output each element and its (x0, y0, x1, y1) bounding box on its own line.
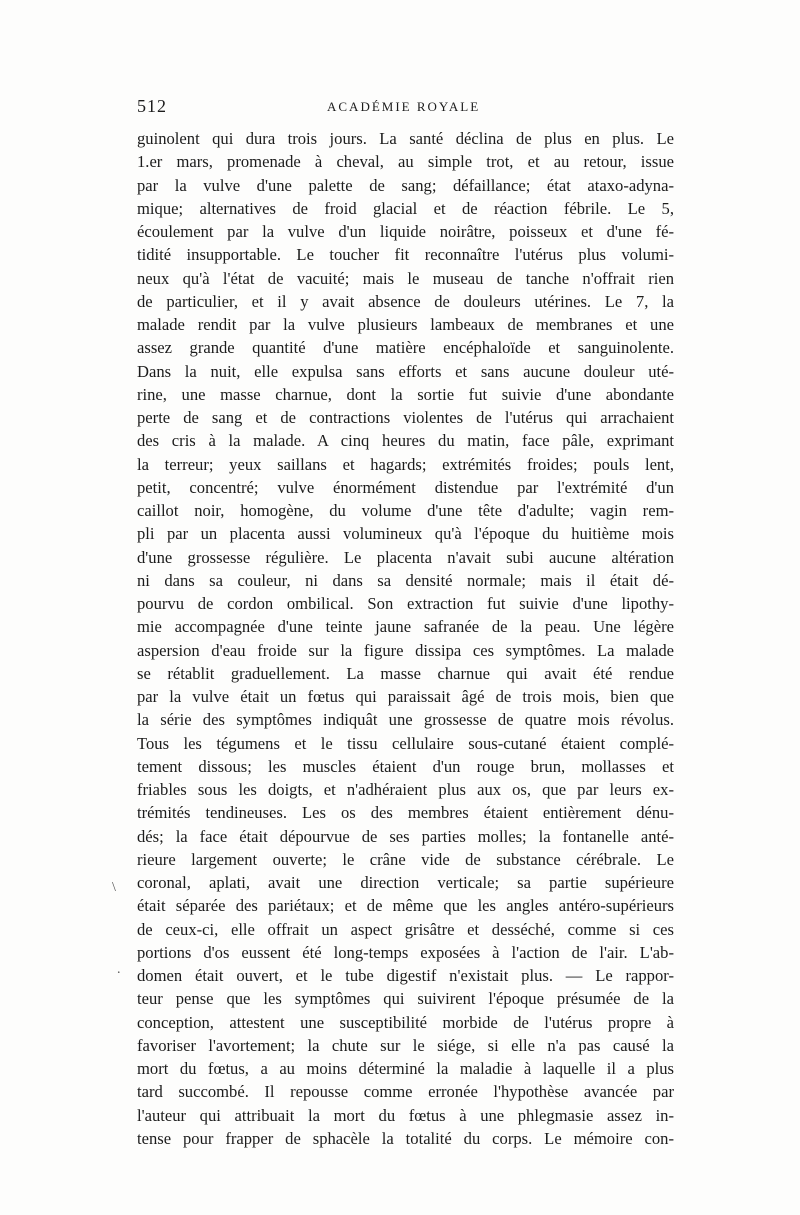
text-line: assez grande quantité d'une matière encéphaloïde et sanguinolente. (137, 338, 674, 358)
text-line: dés; la face était dépourvue de ses parties molles; la fontanelle anté- (137, 826, 674, 846)
text-line: neux qu'à l'état de vacuité; mais le museau de tanche n'offrait rien (137, 268, 674, 288)
body-text (137, 127, 674, 1150)
text-line: des cris à la malade. A cinq heures du matin, face pâle, exprimant (137, 431, 674, 451)
text-line: rieure largement ouverte; le crâne vide de substance cérébrale. Le (137, 849, 674, 869)
text-line: aspersion d'eau froide sur la figure dissipa ces symptômes. La malade (137, 640, 674, 660)
text-line: de particulier, et il y avait absence de douleurs utérines. Le 7, la (137, 291, 674, 311)
text-line: rine, une masse charnue, dont la sortie fut suivie d'une abondante (137, 384, 674, 404)
text-line: coronal, aplati, avait une direction verticale; sa partie supérieure (137, 873, 674, 892)
text-line: écoulement par la vulve d'un liquide noirâtre, poisseux et d'une fé- (137, 222, 674, 241)
text-line: mique; alternatives de froid glacial et de réaction fébrile. Le 5, (137, 198, 674, 218)
text-line: tidité insupportable. Le toucher fit reconnaître l'utérus plus volumi- (137, 245, 674, 265)
text-line: d'une grossesse régulière. Le placenta n'avait subi aucune altération (137, 547, 674, 567)
running-head: ACADÉMIE ROYALE (327, 99, 481, 114)
text-line: par la vulve était un fœtus qui paraissait âgé de trois mois, bien que (137, 687, 674, 706)
text-line: caillot noir, homogène, du volume d'une tête d'adulte; vagin rem- (137, 501, 674, 520)
text-line: tard succombé. Il repousse comme erronée l'hypothèse avancée par (137, 1082, 674, 1102)
text-line: portions d'os eussent été long-temps exposées à l'action de l'air. L'ab- (137, 942, 674, 962)
page-header (137, 96, 674, 120)
margin-mark: . (117, 962, 121, 977)
margin-mark: \ (112, 880, 116, 895)
text-line: mort du fœtus, a au moins déterminé la maladie à laquelle il a plus (137, 1059, 674, 1078)
text-line: petit, concentré; vulve énormément distendue par l'extrémité d'un (137, 477, 674, 497)
text-line: teur pense que les symptômes qui suivirent l'époque présumée de la (137, 989, 674, 1009)
text-line: favoriser l'avortement; la chute sur le siége, si elle n'a pas causé la (137, 1035, 674, 1055)
text-line: se rétablit graduellement. La masse charnue qui avait été rendue (137, 663, 674, 683)
text-line: mie accompagnée d'une teinte jaune safranée de la peau. Une légère (137, 617, 674, 637)
text-line: était séparée des pariétaux; et de même que les angles antéro-supérieurs (137, 896, 674, 916)
text-line: perte de sang et de contractions violentes de l'utérus qui arrachaient (137, 408, 674, 427)
text-line: pourvu de cordon ombilical. Son extraction fut suivie d'une lipothy- (137, 594, 674, 613)
text-line: la série des symptômes indiquât une grossesse de quatre mois révolus. (137, 710, 674, 730)
text-line: domen était ouvert, et le tube digestif n'existait plus. — Le rappor- (137, 966, 674, 985)
text-line: la terreur; yeux saillans et hagards; extrémités froides; pouls lent, (137, 454, 674, 474)
page-number: 512 (137, 96, 167, 116)
text-line: Tous les tégumens et le tissu cellulaire sous-cutané étaient complé- (137, 733, 674, 753)
text-line: ni dans sa couleur, ni dans sa densité normale; mais il était dé- (137, 570, 674, 590)
text-line: malade rendit par la vulve plusieurs lambeaux de membranes et une (137, 315, 674, 334)
text-line: par la vulve d'une palette de sang; défaillance; état ataxo-adyna- (137, 175, 674, 195)
text-line: Dans la nuit, elle expulsa sans efforts et sans aucune douleur uté- (137, 361, 674, 381)
text-line: tement dissous; les muscles étaient d'un rouge brun, mollasses et (137, 756, 674, 776)
text-line: tense pour frapper de sphacèle la totalité du corps. Le mémoire con- (137, 1128, 674, 1148)
text-line: guinolent qui dura trois jours. La santé déclina de plus en plus. Le (137, 129, 674, 148)
text-line: l'auteur qui attribuait la mort du fœtus à une phlegmasie assez in- (137, 1105, 674, 1125)
text-line: trémités tendineuses. Les os des membres étaient entièrement dénu- (137, 803, 674, 823)
text-line: friables sous les doigts, et n'adhéraient plus aux os, que par leurs ex- (137, 780, 674, 799)
text-line: conception, attestent une susceptibilité morbide de l'utérus propre à (137, 1012, 674, 1032)
text-line: 1.er mars, promenade à cheval, au simple trot, et au retour, issue (137, 152, 674, 172)
text-line: de ceux-ci, elle offrait un aspect grisâtre et desséché, comme si ces (137, 919, 674, 939)
text-line: pli par un placenta aussi volumineux qu'à l'époque du huitième mois (137, 524, 674, 544)
